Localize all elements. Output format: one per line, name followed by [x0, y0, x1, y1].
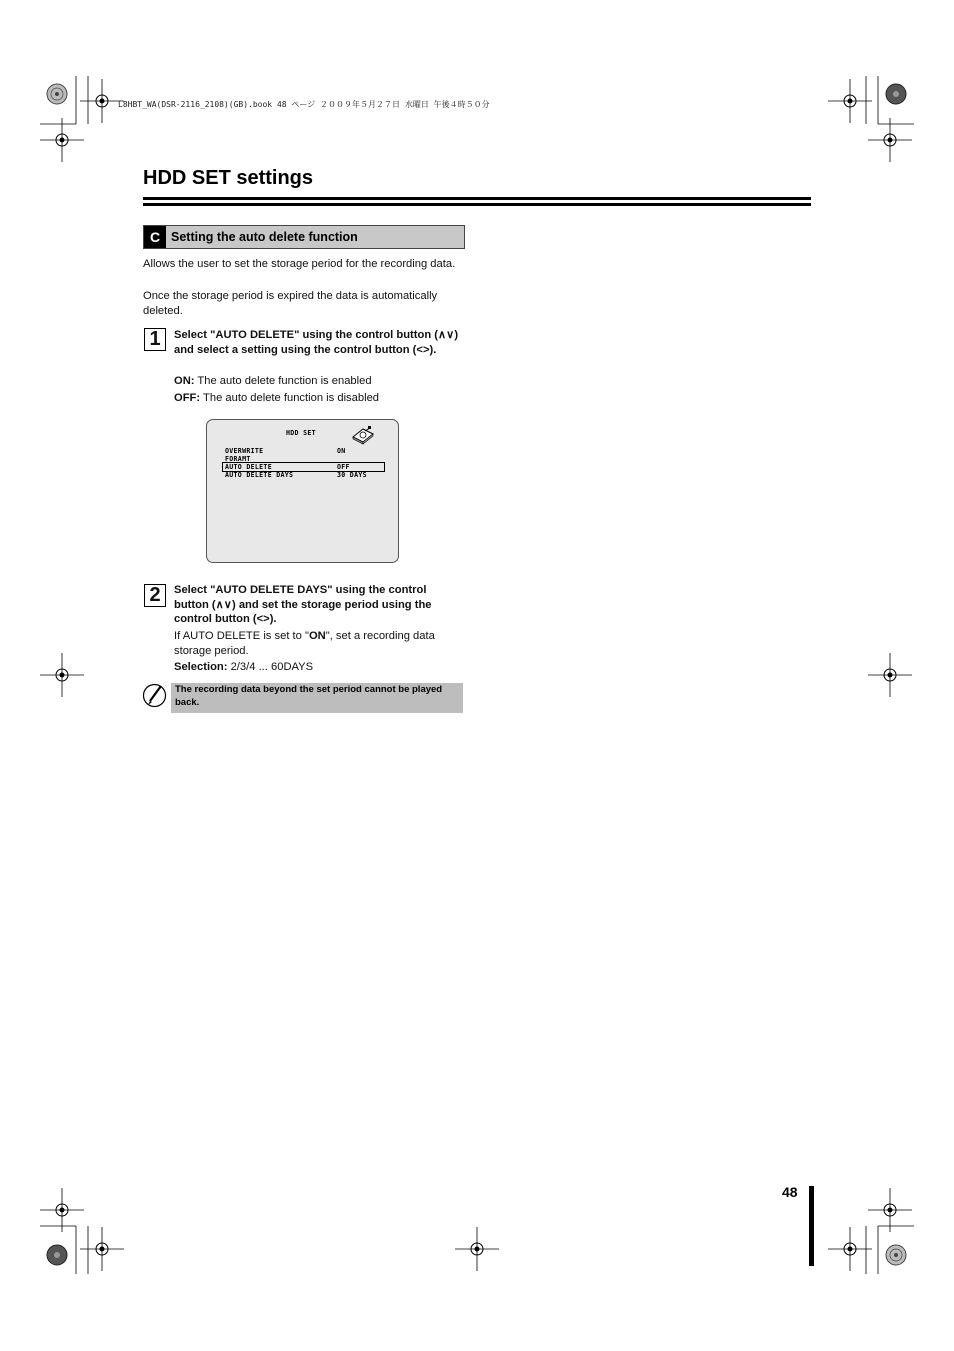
step-2-selection [174, 660, 464, 675]
title-rule-top [143, 197, 811, 200]
step-2-condition [174, 629, 464, 658]
on-description: The auto delete function is enabled [194, 375, 372, 387]
hdd-icon [351, 425, 375, 445]
condition-text-pre: If AUTO DELETE is set to " [174, 630, 309, 642]
step-2-instruction: Select "AUTO DELETE DAYS" using the control button (∧∨) and set the storage period using the control button (<>). [174, 584, 432, 625]
on-label: ON: [174, 375, 195, 387]
intro-paragraph-1: Allows the user to set the storage period for the recording data. [143, 258, 456, 270]
osd-row-auto-delete-days-value: 30 DAYS [337, 471, 367, 479]
note-icon [142, 683, 167, 708]
section-letter: C [144, 226, 166, 248]
note-text: The recording data beyond the set period cannot be played back. [175, 684, 443, 708]
title-rule-bottom [143, 203, 811, 206]
selection-label: Selection: [174, 661, 228, 673]
step-1-off-option [174, 391, 464, 406]
page-title: HDD SET settings [143, 167, 314, 189]
intro-paragraph-2: Once the storage period is expired the data is automatically deleted. [143, 290, 438, 317]
file-info-header: L8HBT_WA(DSR-2116_2108)(GB).book 48 ページ ２００９年５月２７日 水曜日 午後４時５０分 [118, 100, 490, 109]
osd-row-auto-delete-label: AUTO DELETE [225, 463, 272, 471]
off-label: OFF: [174, 392, 201, 404]
section-title: Setting the auto delete function [171, 230, 358, 244]
osd-row-auto-delete-value: OFF [337, 463, 350, 471]
osd-row-overwrite-label: OVERWRITE [225, 447, 264, 455]
selection-value: 2/3/4 ... 60DAYS [227, 661, 314, 673]
step-1-instruction: Select "AUTO DELETE" using the control button (∧∨) and select a setting using the control button (<>). [174, 329, 459, 356]
condition-on-value: ON [308, 630, 326, 642]
section-header [143, 225, 465, 249]
page-number: 48 [782, 1184, 798, 1200]
osd-row-auto-delete-days-label: AUTO DELETE DAYS [225, 471, 294, 479]
osd-row-overwrite-value: ON [337, 447, 346, 455]
osd-title: HDD SET [286, 429, 316, 437]
hdd-set-osd-screen [206, 419, 399, 563]
note-box [171, 683, 463, 713]
off-description: The auto delete function is disabled [200, 392, 380, 404]
step-1-number: 1 [144, 328, 166, 351]
condition-text-post: ", set a recording data storage period. [174, 630, 435, 657]
step-1-on-option [174, 374, 464, 389]
osd-row-format-label: FORAMT [225, 455, 251, 463]
step-2-number: 2 [144, 584, 166, 607]
page-edge-bar [809, 1186, 814, 1266]
